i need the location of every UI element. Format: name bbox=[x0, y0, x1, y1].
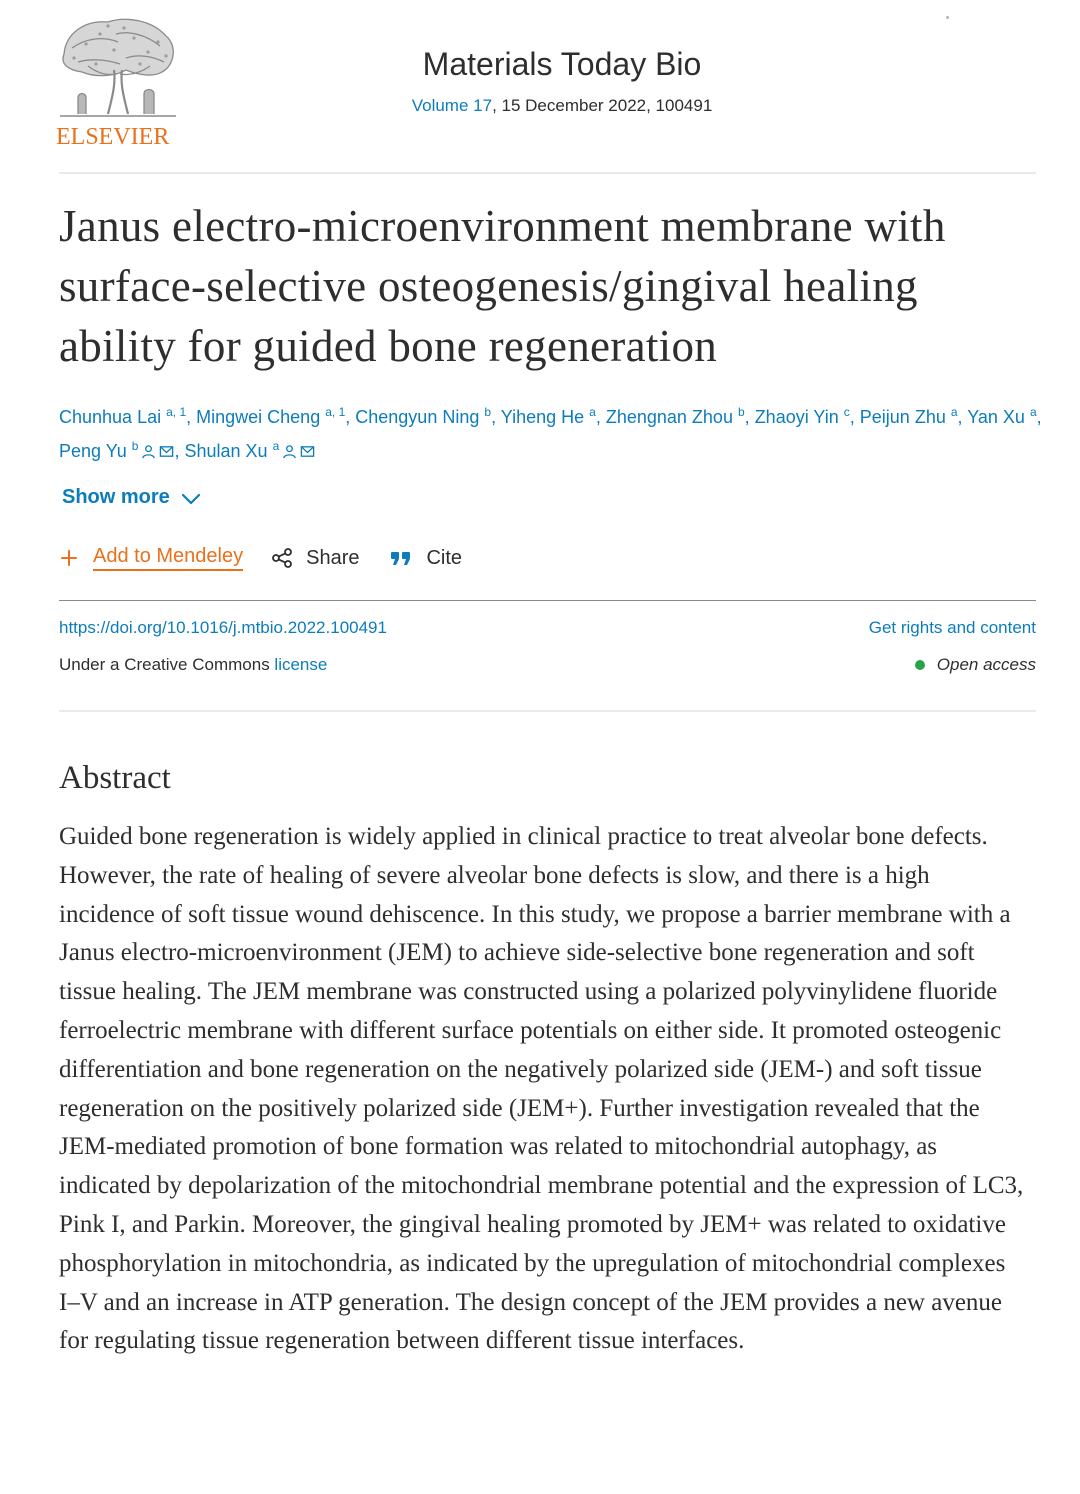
author-affiliation: c bbox=[843, 405, 850, 419]
add-to-mendeley-button[interactable] bbox=[59, 545, 243, 571]
author-separator: , bbox=[595, 407, 606, 427]
person-icon bbox=[282, 444, 297, 459]
author-affiliation: a, 1 bbox=[166, 405, 187, 419]
author-link[interactable] bbox=[755, 407, 850, 427]
publisher-name: ELSEVIER bbox=[56, 124, 170, 150]
add-to-mendeley-label: Add to Mendeley bbox=[93, 545, 243, 571]
author-link[interactable] bbox=[196, 407, 345, 427]
volume-link[interactable]: Volume 17 bbox=[411, 96, 493, 115]
author-separator: , bbox=[744, 407, 755, 427]
author-link[interactable] bbox=[501, 407, 596, 427]
author-link[interactable] bbox=[606, 407, 745, 427]
author-name: Yiheng He bbox=[500, 407, 585, 427]
author-affiliation: a bbox=[1029, 405, 1037, 419]
license-link[interactable]: license bbox=[274, 655, 328, 674]
cite-button[interactable] bbox=[390, 547, 462, 570]
show-more-label: Show more bbox=[62, 485, 170, 508]
author-separator: , bbox=[174, 441, 185, 461]
meta-divider bbox=[59, 600, 1036, 601]
author-affiliation: a, 1 bbox=[325, 405, 346, 419]
email-icon bbox=[159, 444, 174, 459]
share-label: Share bbox=[306, 546, 360, 569]
author-name: Yan Xu bbox=[967, 407, 1025, 427]
article-title: Janus electro-microenvironment membrane with surface-selective osteogenesis/gingival healing ability for guided bone regeneration bbox=[59, 201, 946, 371]
author-name: Chunhua Lai bbox=[59, 407, 162, 427]
author-separator: , bbox=[186, 407, 197, 427]
author-name: Chengyun Ning bbox=[355, 407, 480, 427]
author-name: Zhengnan Zhou bbox=[605, 407, 733, 427]
author-link[interactable] bbox=[59, 441, 174, 461]
author-affiliation: a bbox=[272, 439, 280, 453]
author-name: Peng Yu bbox=[59, 441, 127, 461]
decor-dot bbox=[946, 16, 949, 19]
abstract-divider bbox=[59, 710, 1036, 712]
author-separator: , bbox=[491, 407, 501, 427]
author-separator: , bbox=[849, 407, 860, 427]
show-more-button[interactable] bbox=[62, 484, 202, 510]
author-separator: , bbox=[345, 407, 356, 427]
journal-title[interactable]: Materials Today Bio bbox=[422, 46, 702, 82]
author-name: Zhaoyi Yin bbox=[754, 407, 839, 427]
abstract-heading: Abstract bbox=[59, 760, 171, 796]
article-actions bbox=[59, 541, 462, 575]
plus-icon bbox=[59, 548, 79, 568]
person-icon bbox=[141, 444, 156, 459]
author-link[interactable] bbox=[355, 407, 491, 427]
author-link[interactable] bbox=[860, 407, 958, 427]
author-affiliation: b bbox=[484, 405, 492, 419]
author-separator: , bbox=[1036, 407, 1042, 427]
open-access-label: Open access bbox=[936, 655, 1036, 674]
issue-date: , 15 December 2022, 100491 bbox=[492, 96, 713, 115]
author-link[interactable] bbox=[967, 407, 1036, 427]
author-link[interactable] bbox=[59, 407, 186, 427]
chevron-down-icon bbox=[180, 488, 202, 510]
author-name: Mingwei Cheng bbox=[196, 407, 321, 427]
elsevier-logo[interactable] bbox=[56, 14, 180, 154]
author-affiliation: a bbox=[950, 405, 958, 419]
license-prefix: Under a Creative Commons bbox=[59, 655, 275, 674]
open-access-badge bbox=[915, 655, 1036, 675]
cite-label: Cite bbox=[426, 546, 463, 569]
share-icon bbox=[270, 546, 294, 570]
author-affiliation: a bbox=[589, 405, 596, 419]
doi-link[interactable]: https://doi.org/10.1016/j.mtbio.2022.100491 bbox=[59, 618, 387, 637]
license-line bbox=[59, 655, 327, 675]
author-name: Peijun Zhu bbox=[859, 407, 946, 427]
author-affiliation: b bbox=[131, 439, 139, 453]
journal-meta bbox=[0, 96, 1080, 116]
author-separator: , bbox=[957, 407, 968, 427]
email-icon bbox=[300, 444, 315, 459]
get-rights-link[interactable]: Get rights and content bbox=[868, 618, 1036, 637]
open-access-dot-icon bbox=[915, 660, 925, 670]
author-link[interactable] bbox=[184, 441, 315, 461]
author-list bbox=[59, 400, 1044, 468]
quote-icon bbox=[390, 548, 412, 568]
author-name: Shulan Xu bbox=[184, 441, 268, 461]
abstract-body: Guided bone regeneration is widely applied in clinical practice to treat alveolar bone defects. However, the rate of healing of severe alveolar bone defects is slow, and there is a high incidence of soft tissue wound dehiscence. In this study, we propose a barrier membrane with a Janus electro-microenvironment (JEM) to achieve side-selective bone regeneration and soft tissue healing. The JEM membrane was constructed using a polarized polyvinylidene fluoride ferroelectric membrane with different surface potentials on either side. It promoted osteogenic differentiation and bone regeneration on the negatively polarized side (JEM-) and soft tissue regeneration on the positively polarized side (JEM+). Further investigation revealed that the JEM-mediated promotion of bone formation was related to mitochondrial autophagy, as indicated by depolarization of the mitochondrial membrane potential and the expression of LC3, Pink I, and Parkin. Moreover, the gingival healing promoted by JEM+ was related to oxidative phosphorylation in mitochondria, as indicated by the upregulation of mitochondrial complexes I–V and an increase in ATP generation. The design concept of the JEM provides a new avenue for regulating tissue regeneration between different tissue interfaces. bbox=[59, 823, 1024, 1355]
author-affiliation: b bbox=[737, 405, 745, 419]
header-divider bbox=[59, 172, 1036, 174]
share-button[interactable] bbox=[270, 546, 359, 570]
